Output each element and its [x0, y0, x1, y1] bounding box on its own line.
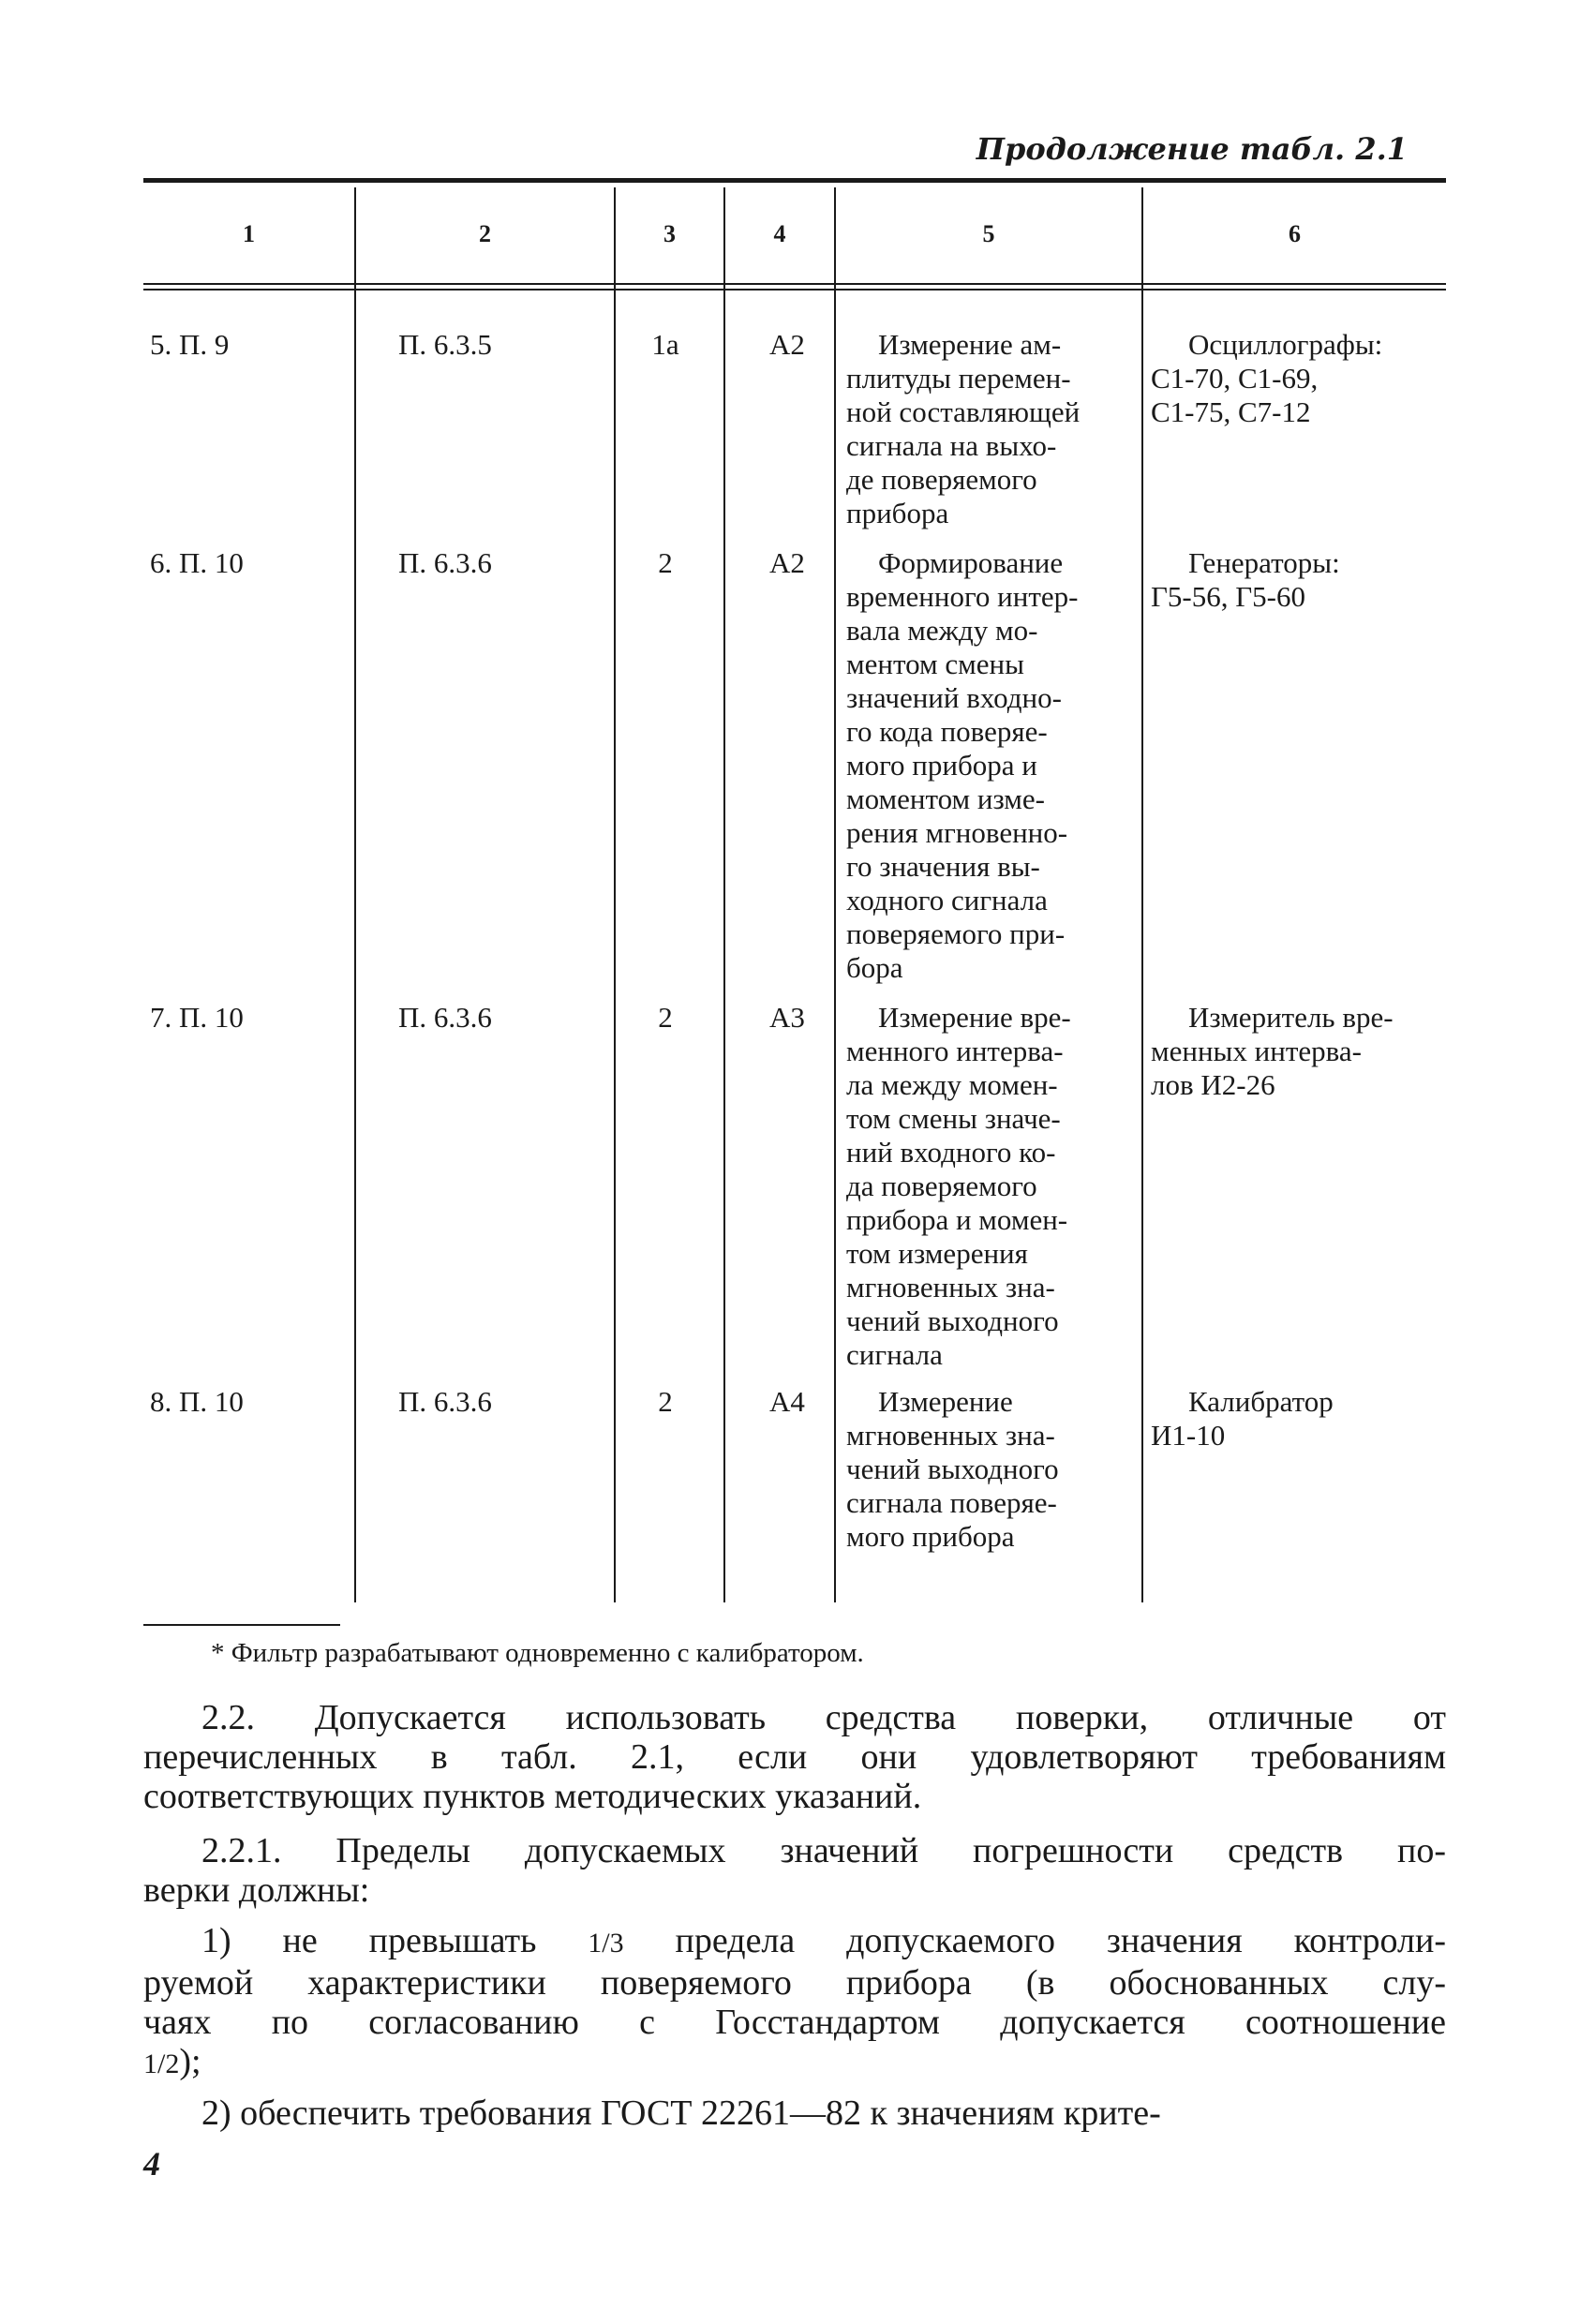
column-header-2: 2 [479, 220, 491, 247]
table-row-8-means: Калибратор И1-10 [1151, 1385, 1334, 1452]
table-header-rule-1 [143, 283, 1446, 285]
table-row-7-point: П. 6.3.6 [398, 1001, 492, 1034]
table-row-8-operation: Измерение мгновенных зна- чений выходного сигнала поверяе- мого прибора [846, 1385, 1059, 1553]
table-header-rule-2 [143, 289, 1446, 290]
table-row-8-mark: А4 [769, 1385, 805, 1418]
table-row-8-point: П. 6.3.6 [398, 1385, 492, 1418]
table-row-5-number: 5. П. 9 [150, 328, 230, 361]
column-header-6: 6 [1289, 220, 1301, 247]
column-header-4: 4 [773, 220, 786, 247]
table-row-5-means: Осциллографы: С1-70, С1-69, С1-75, С7-12 [1151, 328, 1383, 428]
column-divider-3 [723, 187, 725, 1602]
paragraph-2-2-1: 2.2.1. Пределы допускаемых значений погрешности средств по- верки должны: [143, 1831, 1446, 1910]
table-row-5-category: 1а [651, 328, 679, 361]
column-header-5: 5 [982, 220, 995, 247]
paragraph-item-1: 1) не превышать 1/3 предела допускаемого значения контроли- руемой характеристики поверяемого прибора (в обоснованных слу- чаях по согласованию с Госстандартом допускается соотношение 1/2); [143, 1921, 1446, 2081]
table-row-6-mark: А2 [769, 546, 805, 579]
footnote: * Фильтр разрабатывают одновременно с калибратором. [211, 1638, 864, 1668]
column-header-1: 1 [243, 220, 255, 247]
table-row-6-number: 6. П. 10 [150, 546, 244, 579]
column-divider-4 [834, 187, 836, 1602]
paragraph-item-2: 2) обеспечить требования ГОСТ 22261—82 к значениям крите- [201, 2093, 1161, 2133]
column-divider-2 [614, 187, 616, 1602]
table-row-7-operation: Измерение вре- менного интерва- ла между момен- том смены значе- ний входного ко- да поверяемого прибора и момен- том измерения мгновенных зна- чений выходного сигнала [846, 1001, 1071, 1371]
table-row-8-number: 8. П. 10 [150, 1385, 244, 1418]
table-row-5-point: П. 6.3.5 [398, 328, 492, 361]
column-divider-5 [1141, 187, 1143, 1602]
table-row-6-means: Генераторы: Г5-56, Г5-60 [1151, 546, 1340, 613]
table-top-rule [143, 178, 1446, 183]
column-header-3: 3 [663, 220, 676, 247]
table-row-8-category: 2 [658, 1385, 673, 1418]
paragraph-2-2: 2.2. Допускается использовать средства поверки, отличные от перечисленных в табл. 2.1, если они удовлетворяют требованиям соответствующих пунктов методических указаний. [143, 1698, 1446, 1816]
table-row-5-mark: А2 [769, 328, 805, 361]
table-continuation-header: Продолжение табл. 2.1 [976, 131, 1408, 167]
table-row-6-operation: Формирование временного интер- вала между мо- ментом смены значений входно- го кода поверяе- мого прибора и моментом изме- рения мгновенно- го значения вы- ходного сигнала поверяемого при- бора [846, 546, 1079, 984]
table-row-7-mark: А3 [769, 1001, 805, 1034]
column-divider-1 [354, 187, 356, 1602]
table-row-7-category: 2 [658, 1001, 673, 1034]
table-row-6-category: 2 [658, 546, 673, 579]
table-row-7-number: 7. П. 10 [150, 1001, 244, 1034]
table-row-5-operation: Измерение ам- плитуды перемен- ной составляющей сигнала на выхо- де поверяемого прибора [846, 328, 1081, 529]
footnote-rule [143, 1624, 340, 1626]
table-row-7-means: Измеритель вре- менных интерва- лов И2-26 [1151, 1001, 1394, 1101]
table-row-6-point: П. 6.3.6 [398, 546, 492, 579]
page-number: 4 [143, 2145, 160, 2182]
